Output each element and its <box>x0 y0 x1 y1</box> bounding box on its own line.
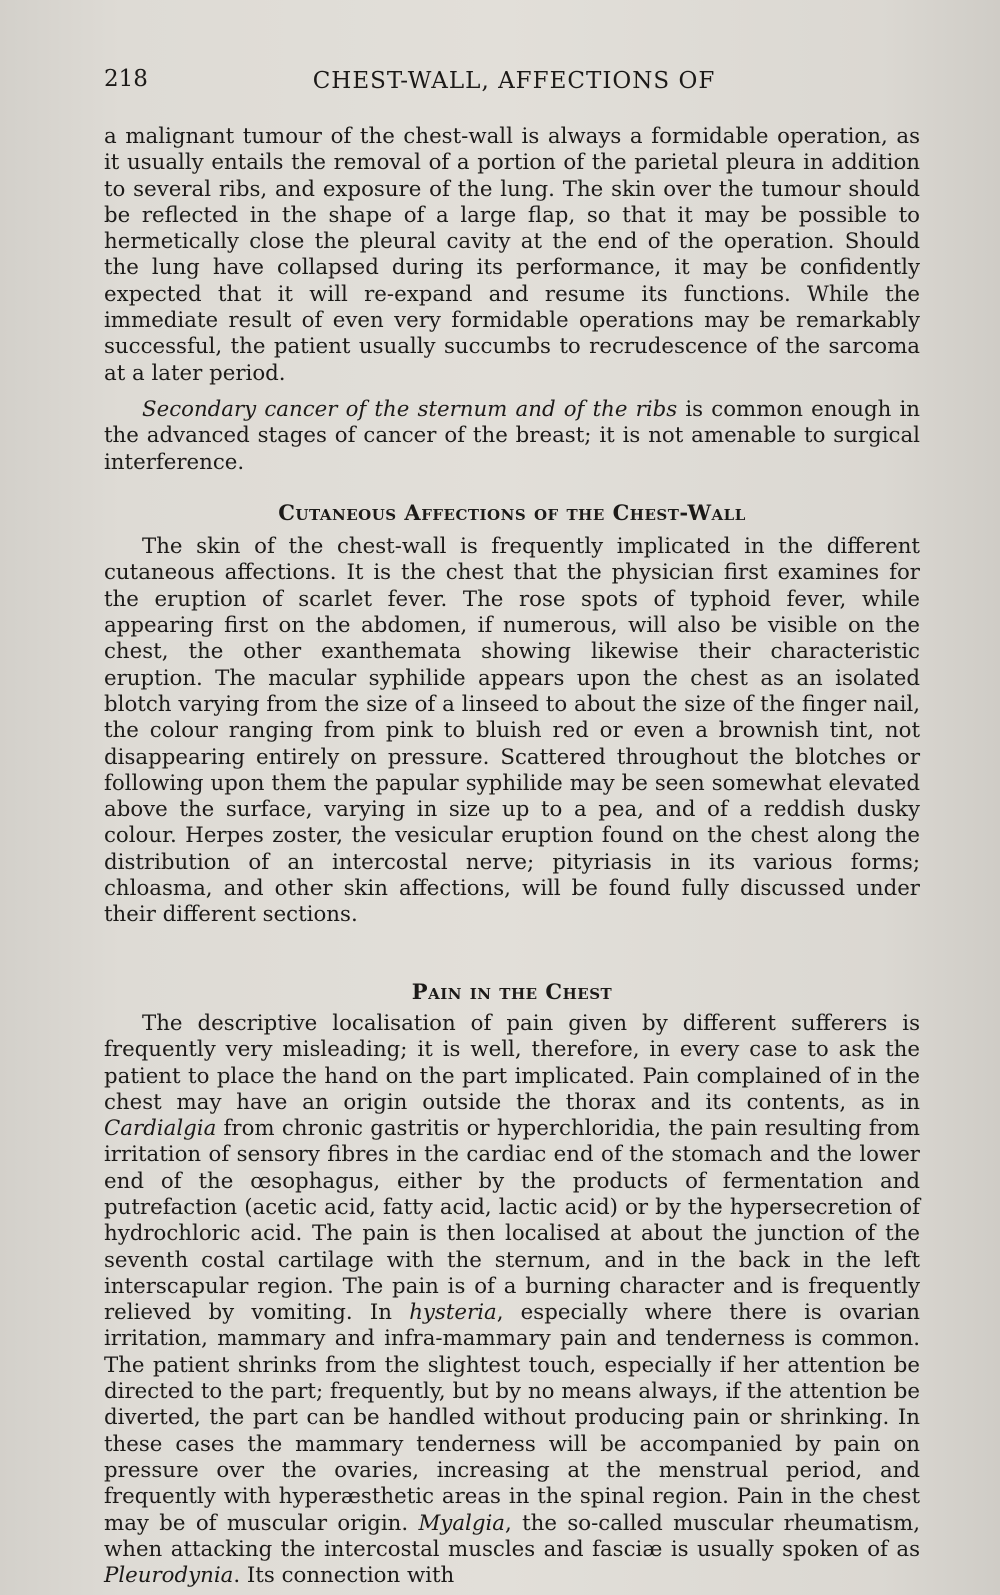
pain-text-b: from chronic gastritis or hyperchloridia, the pain resulting from irritation of sensory fibres in the cardiac end of the stomach and the lower end of the œsophagus, either by the products of fermentation and putrefaction (acetic acid, fatty acid, lactic acid) or by the hypersecretion of hydrochloric acid. The pain is then localised at about the junction of the seventh costal cartilage with the sternum, and in the back in the left interscapular region. The pain is of a burning character and is frequently relieved by vomiting. In <box>104 1116 920 1326</box>
paragraph-pain <box>104 1011 920 1590</box>
italic-myalgia: Myalgia <box>418 1510 505 1536</box>
pain-text-c: , especially where there is ovarian irritation, mammary and infra-mammary pain and tenderness is common. The patient shrinks from the slightest touch, especially if her attention be directed to the part; frequently, but by no means always, if the attention be diverted, the part can be handled without producing pain or shrinking. In these cases the mammary tenderness will be accompanied by pain on pressure over the ovaries, increasing at the menstrual period, and frequently with hyperæsthetic areas in the spinal region. Pain in the chest may be of muscular origin. <box>104 1300 920 1536</box>
page-number: 218 <box>104 66 148 92</box>
italic-hysteria: hysteria <box>409 1300 497 1326</box>
pain-text-d: , the so-called muscular rheumatism, when attacking the intercostal muscles and fasciæ is usually spoken of as <box>104 1510 920 1562</box>
italic-secondary-cancer: Secondary cancer of the sternum and of the ribs <box>142 396 678 422</box>
italic-cardialgia: Cardialgia <box>104 1116 217 1142</box>
paragraph-secondary-cancer-text: is common enough in the advanced stages of cancer of the breast; it is not amenable to surgical interference. <box>104 396 920 475</box>
section-heading-cutaneous: Cutaneous Affections of the Chest-Wall <box>278 499 746 525</box>
paragraph-tumour-operation: a malignant tumour of the chest-wall is always a formidable operation, as it usually entails the removal of a portion of the parietal pleura in addition to several ribs, and exposure of the lung. The skin over the tumour should be reflected in the shape of a large flap, so that it may be possible to hermetically close the pleural cavity at the end of the operation. Should the lung have collapsed during its performance, it may be confidently expected that it will re-expand and resume its functions. While the immediate result of even very formidable operations may be remarkably successful, the patient usually succumbs to recrudescence of the sarcoma at a later period. <box>104 124 920 386</box>
page-header <box>104 66 914 106</box>
paragraph-secondary-cancer <box>104 397 920 476</box>
italic-pleurodynia: Pleurodynia <box>104 1563 234 1589</box>
pain-text-e: . Its connection with <box>233 1563 455 1589</box>
paragraph-cutaneous: The skin of the chest-wall is frequently implicated in the different cutaneous affections. It is the chest that the physician first examines for the eruption of scarlet fever. The rose spots of typhoid fever, while appearing first on the abdomen, if numerous, will also be visible on the chest, the other exanthemata showing likewise their characteristic eruption. The macular syphilide appears upon the chest as an isolated blotch varying from the size of a linseed to about the size of the finger nail, the colour ranging from pink to bluish red or even a brownish tint, not disappearing entirely on pressure. Scattered throughout the blotches or following upon them the papular syphilide may be seen somewhat elevated above the surface, varying in size up to a pea, and of a reddish dusky colour. Herpes zoster, the vesicular eruption found on the chest along the distribution of an intercostal nerve; pityriasis in its various forms; chloasma, and other skin affections, will be found fully discussed under their different sections. <box>104 534 920 928</box>
body-text <box>104 124 920 1589</box>
running-title: CHEST-WALL, AFFECTIONS OF <box>312 68 716 94</box>
pain-text-a: The descriptive localisation of pain given by different sufferers is frequently very misleading; it is well, therefore, in every case to ask the patient to place the hand on the part implicated. Pain complained of in the chest may have an origin outside the thorax and its contents, as in <box>104 1010 920 1115</box>
section-heading-pain: Pain in the Chest <box>411 978 613 1004</box>
